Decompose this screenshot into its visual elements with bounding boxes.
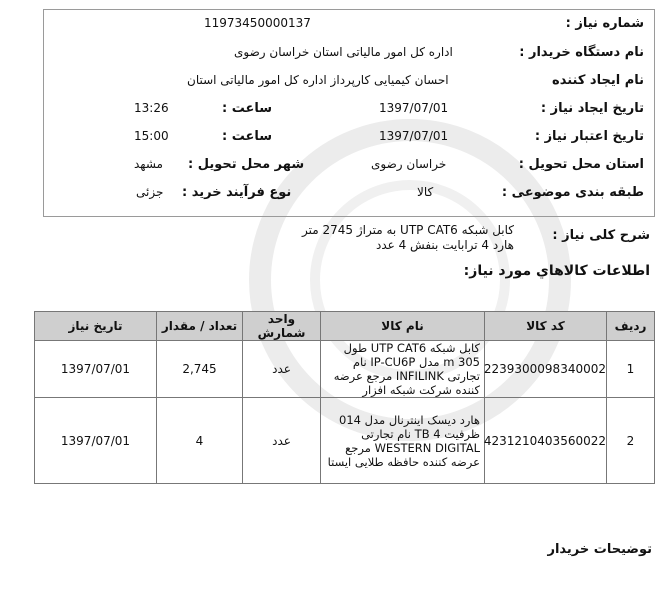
need-number-label: شماره نیاز :: [565, 16, 644, 31]
need-info-box: [43, 9, 655, 217]
province: خراسان رضوی: [371, 157, 447, 171]
items-table: [34, 311, 655, 484]
process-label: نوع فرآیند خرید :: [182, 185, 292, 200]
city: مشهد: [134, 157, 163, 171]
created-date-label: تاریخ ایجاد نیاز :: [540, 101, 644, 116]
summary-line-2: هارد 4 ترابایت بنفش 4 عدد: [375, 238, 514, 252]
col-header-row-number: ردیف: [607, 312, 655, 341]
cell-row-number: 2: [607, 398, 655, 484]
table-row: [35, 341, 655, 398]
col-header-unit: واحد شمارش: [243, 312, 321, 341]
validity-time-label: ساعت :: [222, 129, 273, 144]
cell-qty: 4: [157, 398, 243, 484]
validity-time: 15:00: [134, 129, 169, 143]
col-header-code: کد کالا: [485, 312, 607, 341]
created-time-label: ساعت :: [222, 101, 273, 116]
category: کالا: [417, 185, 434, 199]
created-time: 13:26: [134, 101, 169, 115]
created-date: 1397/07/01: [379, 101, 449, 115]
table-row: [35, 398, 655, 484]
validity-date: 1397/07/01: [379, 129, 449, 143]
cell-code: 2239300098340002: [485, 341, 607, 398]
cell-code: 4231210403560022: [485, 398, 607, 484]
cell-name: هارد دیسک اینترنال مدل 014 ظرفیت 4 TB نام تجارتی WESTERN DIGITAL مرجع عرضه کننده حافظه طلایی ایستا: [321, 398, 485, 484]
buyer-org: اداره کل امور مالیاتی استان خراسان رضوی: [234, 45, 453, 59]
col-header-qty: تعداد / مقدار: [157, 312, 243, 341]
col-header-date: تاریخ نیاز: [35, 312, 157, 341]
summary-line-1: کابل شبکه UTP CAT6 به متراژ 2745 متر: [301, 223, 514, 237]
buyer-notes-label: توضیحات خریدار: [547, 542, 652, 557]
cell-qty: 2,745: [157, 341, 243, 398]
cell-unit: عدد: [243, 341, 321, 398]
cell-unit: عدد: [243, 398, 321, 484]
summary-label: شرح کلی نیاز :: [552, 228, 650, 243]
process: جزئی: [136, 185, 164, 199]
cell-name: کابل شبکه UTP CAT6 طول 305 m مدل IP-CU6P نام تجارتی INFILINK مرجع عرضه کننده شرکت شبکه افزار: [321, 341, 485, 398]
creator: احسان کیمیایی کارپرداز اداره کل امور مالیاتی استان: [187, 73, 449, 87]
buyer-org-label: نام دستگاه خریدار :: [519, 45, 644, 60]
need-number: 11973450000137: [204, 16, 311, 30]
cell-date: 1397/07/01: [35, 341, 157, 398]
items-section-title: اطلاعات كالاهاي مورد نياز:: [463, 263, 650, 279]
city-label: شهر محل تحویل :: [188, 157, 305, 172]
validity-date-label: تاریخ اعتبار نیاز :: [534, 129, 644, 144]
cell-row-number: 1: [607, 341, 655, 398]
col-header-name: نام کالا: [321, 312, 485, 341]
category-label: طبقه بندی موضوعی :: [501, 185, 644, 200]
table-header-row: [35, 312, 655, 341]
cell-date: 1397/07/01: [35, 398, 157, 484]
province-label: استان محل تحویل :: [518, 157, 644, 172]
creator-label: نام ایجاد کننده: [552, 73, 644, 88]
